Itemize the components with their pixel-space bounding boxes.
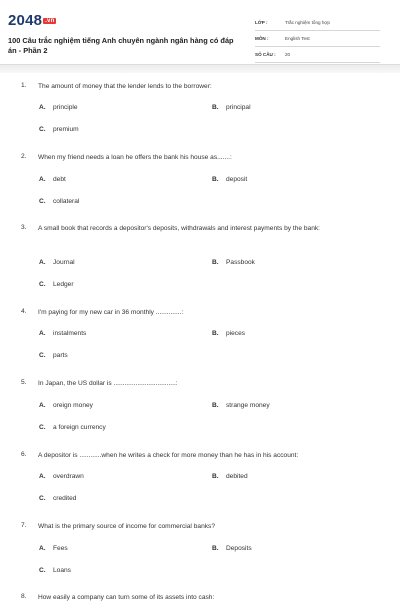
option-text: debited	[226, 473, 248, 480]
option-text: pieces	[226, 330, 246, 337]
option-text: Journal	[53, 259, 75, 266]
option-c[interactable]	[39, 495, 76, 502]
option-letter: A.	[39, 259, 46, 266]
document-meta	[255, 15, 380, 63]
option-text: oreign money	[53, 402, 93, 409]
option-c[interactable]	[39, 281, 74, 288]
option-letter: B.	[212, 473, 219, 480]
option-letter: C.	[39, 198, 46, 205]
option-text: Passbook	[226, 259, 255, 266]
option-text: parts	[53, 352, 68, 359]
question-number: 5.	[21, 379, 27, 386]
option-letter: B.	[212, 176, 219, 183]
option-a[interactable]	[39, 473, 84, 480]
option-text: credited	[53, 495, 77, 502]
option-text: deposit	[226, 176, 248, 183]
question-number: 3.	[21, 224, 27, 231]
question-text: What is the primary source of income for commercial banks?	[38, 523, 215, 530]
option-letter: B.	[212, 259, 219, 266]
option-letter: A.	[39, 104, 46, 111]
option-letter: C.	[39, 126, 46, 133]
option-letter: A.	[39, 545, 46, 552]
option-letter: C.	[39, 495, 46, 502]
option-a[interactable]	[39, 330, 86, 337]
meta-count-value: 20	[285, 52, 291, 57]
option-a[interactable]	[39, 545, 68, 552]
meta-subject-label: MÔN :	[255, 36, 269, 41]
option-letter: B.	[212, 402, 219, 409]
option-letter: A.	[39, 176, 46, 183]
meta-subject-value: English Test	[285, 36, 310, 41]
question-number: 7.	[21, 522, 27, 529]
option-a[interactable]	[39, 104, 78, 111]
option-letter: C.	[39, 567, 46, 574]
option-letter: A.	[39, 330, 46, 337]
option-letter: B.	[212, 545, 219, 552]
option-text: Ledger	[53, 281, 74, 288]
option-letter: C.	[39, 424, 46, 431]
option-b[interactable]	[212, 176, 247, 183]
meta-count-row	[255, 47, 380, 63]
option-text: collateral	[53, 198, 80, 205]
option-c[interactable]	[39, 567, 71, 574]
question-text: How easily a company can turn some of its assets into cash:	[38, 594, 215, 601]
option-letter: C.	[39, 352, 46, 359]
option-text: Deposits	[226, 545, 252, 552]
option-a[interactable]	[39, 402, 93, 409]
question-text: The amount of money that the lender lends to the borrower:	[38, 83, 212, 90]
option-text: instalments	[53, 330, 87, 337]
option-letter: A.	[39, 473, 46, 480]
option-b[interactable]	[212, 473, 248, 480]
header-divider	[0, 64, 400, 73]
option-text: Fees	[53, 545, 68, 552]
question-number: 2.	[21, 153, 27, 160]
option-text: Loans	[53, 567, 71, 574]
option-text: a foreign currency	[53, 424, 106, 431]
question-number: 1.	[21, 82, 27, 89]
option-text: principle	[53, 104, 78, 111]
meta-class-value: Trắc nghiệm tổng hợp	[285, 20, 330, 25]
option-a[interactable]	[39, 259, 75, 266]
question-number: 4.	[21, 308, 27, 315]
question-text: When my friend needs a loan he offers the bank his house as.......:	[38, 154, 232, 161]
option-text: debt	[53, 176, 66, 183]
document-title: 100 Câu trắc nghiệm tiếng Anh chuyên ngành ngân hàng có đáp án - Phần 2	[8, 36, 234, 55]
site-logo[interactable]	[8, 12, 56, 29]
option-b[interactable]	[212, 545, 252, 552]
option-a[interactable]	[39, 176, 66, 183]
question-number: 8.	[21, 593, 27, 600]
option-c[interactable]	[39, 198, 79, 205]
option-letter: C.	[39, 281, 46, 288]
option-b[interactable]	[212, 330, 245, 337]
logo-text: 2048	[8, 12, 43, 29]
option-letter: B.	[212, 330, 219, 337]
meta-class-row	[255, 15, 380, 31]
option-b[interactable]	[212, 259, 255, 266]
meta-subject-row	[255, 31, 380, 47]
option-text: overdrawn	[53, 473, 84, 480]
option-text: principal	[226, 104, 251, 111]
option-c[interactable]	[39, 424, 106, 431]
question-number: 6.	[21, 451, 27, 458]
question-text: A depositor is ............when he writes a check for more money than he has in his account:	[38, 452, 299, 459]
option-letter: A.	[39, 402, 46, 409]
option-c[interactable]	[39, 126, 79, 133]
meta-class-label: LỚP :	[255, 20, 268, 25]
option-text: strange money	[226, 402, 270, 409]
question-text: I'm paying for my new car in 36 monthly ..............:	[38, 309, 184, 316]
meta-count-label: SỐ CÂU :	[255, 52, 276, 57]
question-text: A small book that records a depositor's deposits, withdrawals and interest payments by the bank:	[38, 225, 321, 232]
option-text: premium	[53, 126, 79, 133]
option-letter: B.	[212, 104, 219, 111]
option-c[interactable]	[39, 352, 68, 359]
option-b[interactable]	[212, 104, 251, 111]
logo-suffix: .vn	[45, 18, 55, 24]
option-b[interactable]	[212, 402, 270, 409]
question-text: In Japan, the US dollar is ..................................:	[38, 380, 178, 387]
